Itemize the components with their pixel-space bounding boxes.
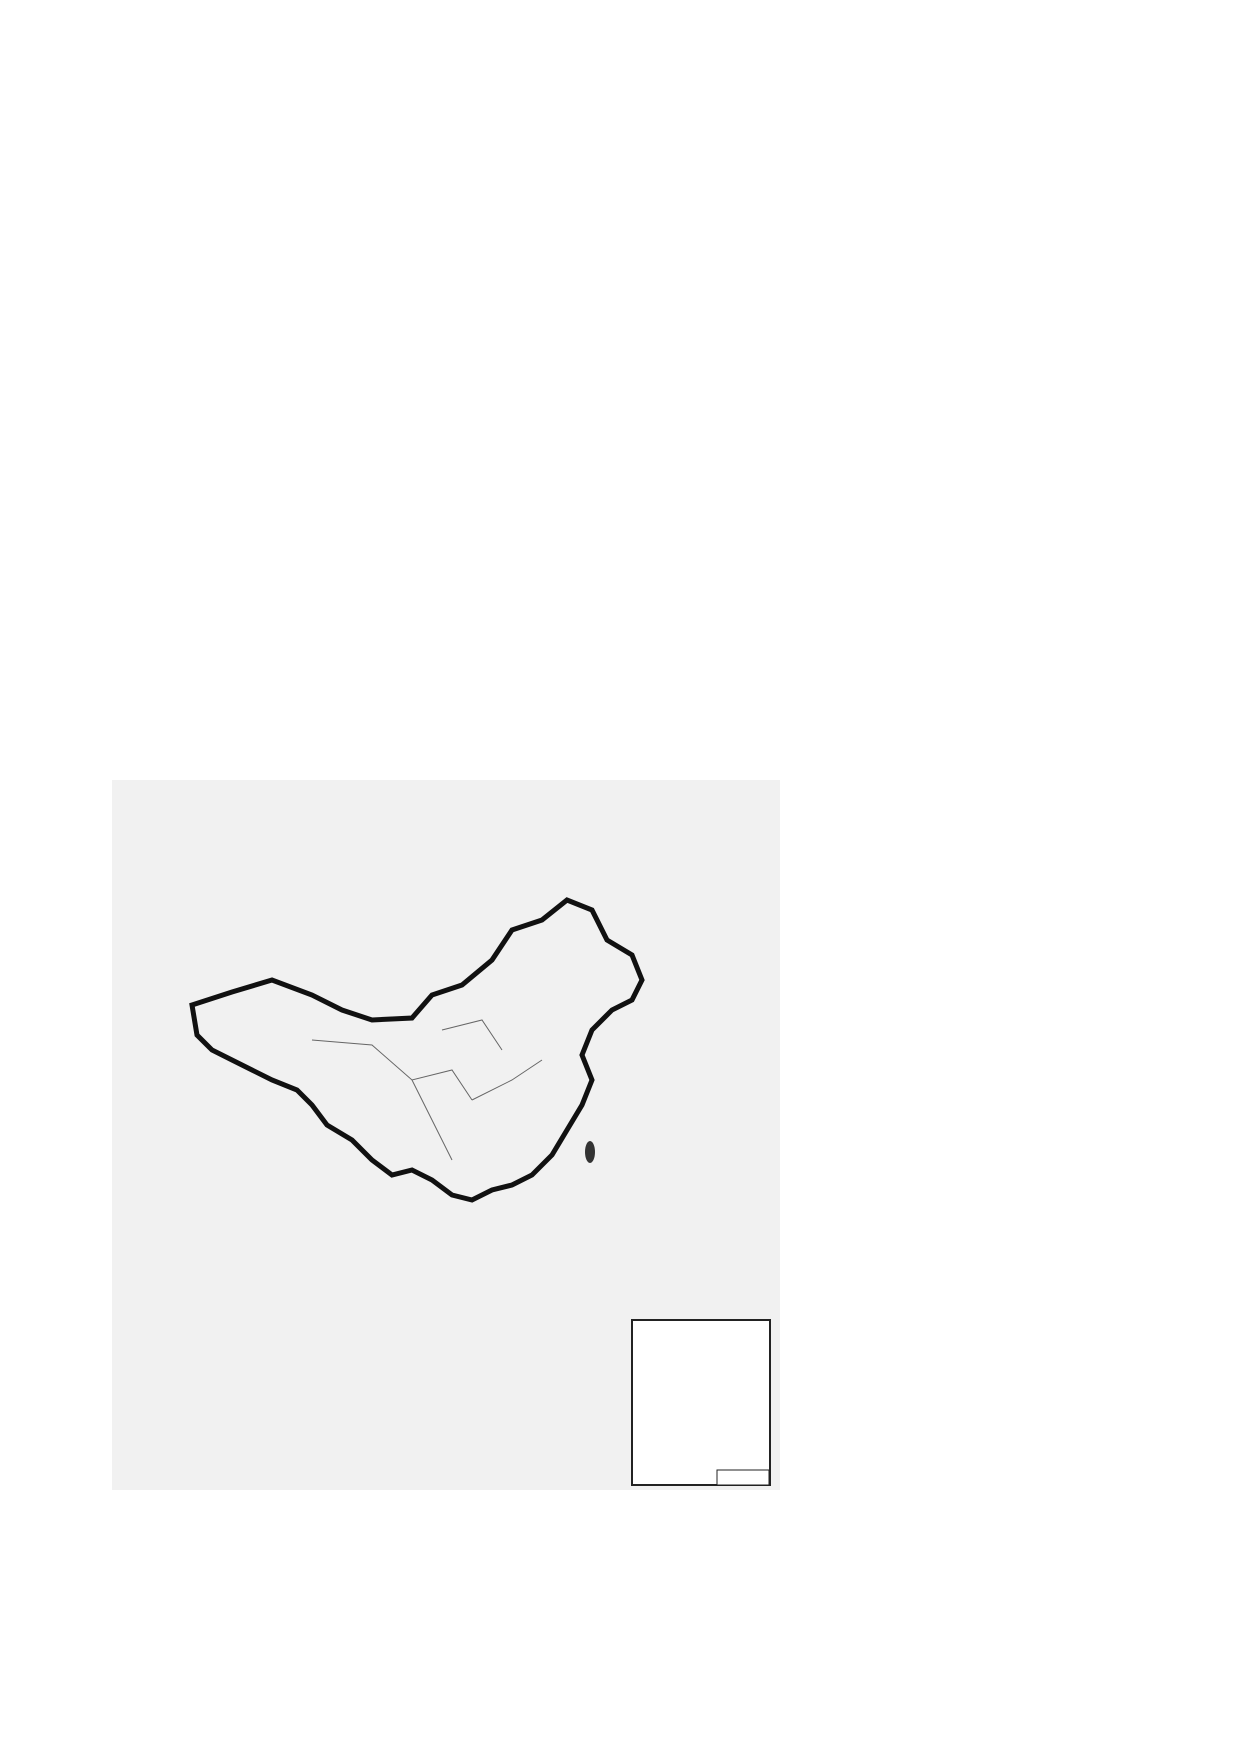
taiwan-shape — [585, 1141, 595, 1163]
map-svg — [112, 780, 780, 1490]
museum-map — [112, 780, 780, 1490]
south-sea-inset — [632, 1320, 770, 1485]
china-outline — [192, 900, 642, 1200]
